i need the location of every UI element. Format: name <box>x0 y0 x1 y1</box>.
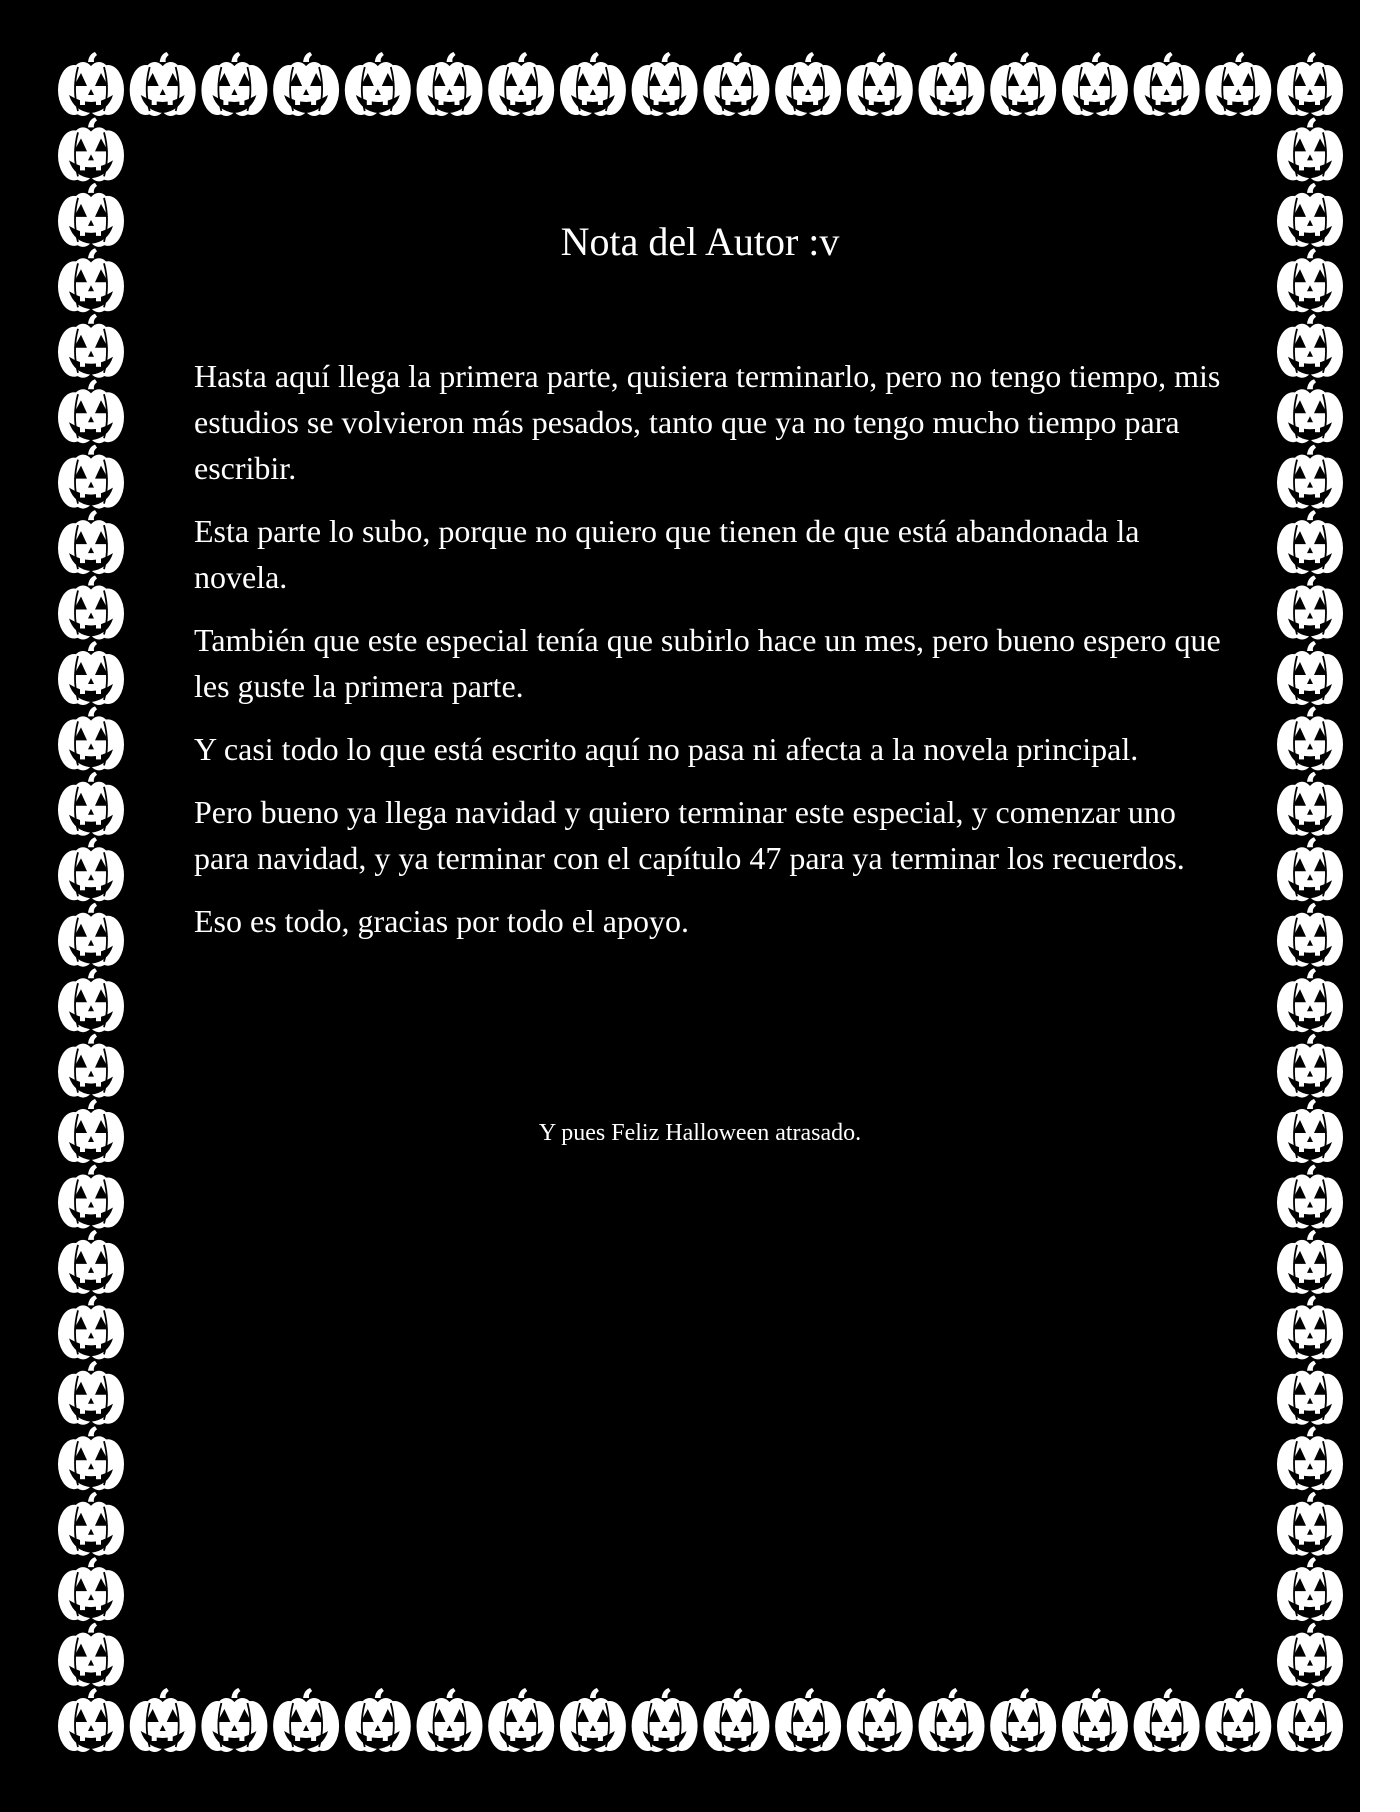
jack-o-lantern-icon <box>1277 445 1343 509</box>
jack-o-lantern-icon <box>273 52 339 116</box>
jack-o-lantern-icon <box>1134 52 1200 116</box>
jack-o-lantern-icon <box>58 1426 124 1490</box>
jack-o-lantern-icon <box>1062 52 1128 116</box>
jack-o-lantern-icon <box>58 903 124 967</box>
jack-o-lantern-icon <box>560 52 626 116</box>
jack-o-lantern-icon <box>1277 1165 1343 1229</box>
jack-o-lantern-icon <box>990 1688 1056 1752</box>
jack-o-lantern-icon <box>919 52 985 116</box>
jack-o-lantern-icon <box>1277 1557 1343 1621</box>
jack-o-lantern-icon <box>130 52 196 116</box>
jack-o-lantern-icon <box>58 1688 124 1752</box>
jack-o-lantern-icon <box>1277 706 1343 770</box>
jack-o-lantern-icon <box>1277 314 1343 378</box>
jack-o-lantern-icon <box>1277 641 1343 705</box>
jack-o-lantern-icon <box>1277 1688 1343 1752</box>
note-body <box>194 353 1224 961</box>
jack-o-lantern-icon <box>1277 52 1343 116</box>
jack-o-lantern-icon <box>775 52 841 116</box>
jack-o-lantern-icon <box>58 641 124 705</box>
body-paragraph: También que este especial tenía que subirlo hace un mes, pero bueno espero que les guste la primera parte. <box>194 622 1221 704</box>
jack-o-lantern-icon <box>58 576 124 640</box>
jack-o-lantern-icon <box>1277 1099 1343 1163</box>
jack-o-lantern-icon <box>1277 576 1343 640</box>
jack-o-lantern-icon <box>58 1361 124 1425</box>
jack-o-lantern-icon <box>1277 772 1343 836</box>
jack-o-lantern-icon <box>1277 1361 1343 1425</box>
jack-o-lantern-icon <box>58 314 124 378</box>
page-title: Nota del Autor :v <box>560 219 840 264</box>
jack-o-lantern-icon <box>58 183 124 247</box>
jack-o-lantern-icon <box>703 52 769 116</box>
jack-o-lantern-icon <box>1205 1688 1271 1752</box>
jack-o-lantern-icon <box>58 510 124 574</box>
jack-o-lantern-icon <box>58 1165 124 1229</box>
jack-o-lantern-icon <box>58 1623 124 1687</box>
jack-o-lantern-icon <box>1277 968 1343 1032</box>
jack-o-lantern-icon <box>632 52 698 116</box>
jack-o-lantern-icon <box>560 1688 626 1752</box>
jack-o-lantern-icon <box>488 52 554 116</box>
jack-o-lantern-icon <box>58 772 124 836</box>
jack-o-lantern-icon <box>58 1295 124 1359</box>
jack-o-lantern-icon <box>58 706 124 770</box>
jack-o-lantern-icon <box>58 1230 124 1294</box>
jack-o-lantern-icon <box>1277 117 1343 181</box>
jack-o-lantern-icon <box>58 1492 124 1556</box>
jack-o-lantern-icon <box>58 379 124 443</box>
page-margin <box>1360 0 1400 1812</box>
jack-o-lantern-icon <box>130 1688 196 1752</box>
jack-o-lantern-icon <box>775 1688 841 1752</box>
jack-o-lantern-icon <box>1277 837 1343 901</box>
jack-o-lantern-icon <box>58 117 124 181</box>
jack-o-lantern-icon <box>201 1688 267 1752</box>
jack-o-lantern-icon <box>58 1557 124 1621</box>
body-paragraph: Y casi todo lo que está escrito aquí no pasa ni afecta a la novela principal. <box>194 731 1139 767</box>
jack-o-lantern-icon <box>273 1688 339 1752</box>
jack-o-lantern-icon <box>345 52 411 116</box>
jack-o-lantern-icon <box>1277 510 1343 574</box>
body-paragraph: Hasta aquí llega la primera parte, quisiera terminarlo, pero no tengo tiempo, mis estudios se volvieron más pesados, tanto que ya no tengo mucho tiempo para escribir. <box>194 358 1221 486</box>
jack-o-lantern-icon <box>345 1688 411 1752</box>
jack-o-lantern-icon <box>488 1688 554 1752</box>
jack-o-lantern-icon <box>1277 1426 1343 1490</box>
jack-o-lantern-icon <box>847 52 913 116</box>
jack-o-lantern-icon <box>1205 52 1271 116</box>
jack-o-lantern-icon <box>703 1688 769 1752</box>
jack-o-lantern-icon <box>417 52 483 116</box>
jack-o-lantern-icon <box>417 1688 483 1752</box>
closing-note: Y pues Feliz Halloween atrasado. <box>538 1120 862 1146</box>
jack-o-lantern-icon <box>1277 379 1343 443</box>
jack-o-lantern-icon <box>201 52 267 116</box>
jack-o-lantern-icon <box>58 968 124 1032</box>
jack-o-lantern-icon <box>1277 1623 1343 1687</box>
jack-o-lantern-icon <box>1062 1688 1128 1752</box>
jack-o-lantern-icon <box>1277 1295 1343 1359</box>
jack-o-lantern-icon <box>1277 903 1343 967</box>
jack-o-lantern-icon <box>632 1688 698 1752</box>
jack-o-lantern-icon <box>1277 1230 1343 1294</box>
jack-o-lantern-icon <box>1134 1688 1200 1752</box>
jack-o-lantern-icon <box>1277 248 1343 312</box>
jack-o-lantern-icon <box>919 1688 985 1752</box>
jack-o-lantern-icon <box>990 52 1056 116</box>
body-paragraph: Pero bueno ya llega navidad y quiero terminar este especial, y comenzar uno para navidad, y ya terminar con el capítulo 47 para ya terminar los recuerdos. <box>194 794 1185 876</box>
jack-o-lantern-icon <box>58 445 124 509</box>
jack-o-lantern-icon <box>58 248 124 312</box>
jack-o-lantern-icon <box>847 1688 913 1752</box>
jack-o-lantern-icon <box>58 837 124 901</box>
jack-o-lantern-icon <box>1277 1034 1343 1098</box>
jack-o-lantern-icon <box>58 52 124 116</box>
jack-o-lantern-icon <box>1277 1492 1343 1556</box>
jack-o-lantern-icon <box>58 1034 124 1098</box>
jack-o-lantern-icon <box>58 1099 124 1163</box>
jack-o-lantern-icon <box>1277 183 1343 247</box>
body-paragraph: Esta parte lo subo, porque no quiero que tienen de que está abandonada la novela. <box>194 513 1140 595</box>
body-paragraph: Eso es todo, gracias por todo el apoyo. <box>194 903 689 939</box>
